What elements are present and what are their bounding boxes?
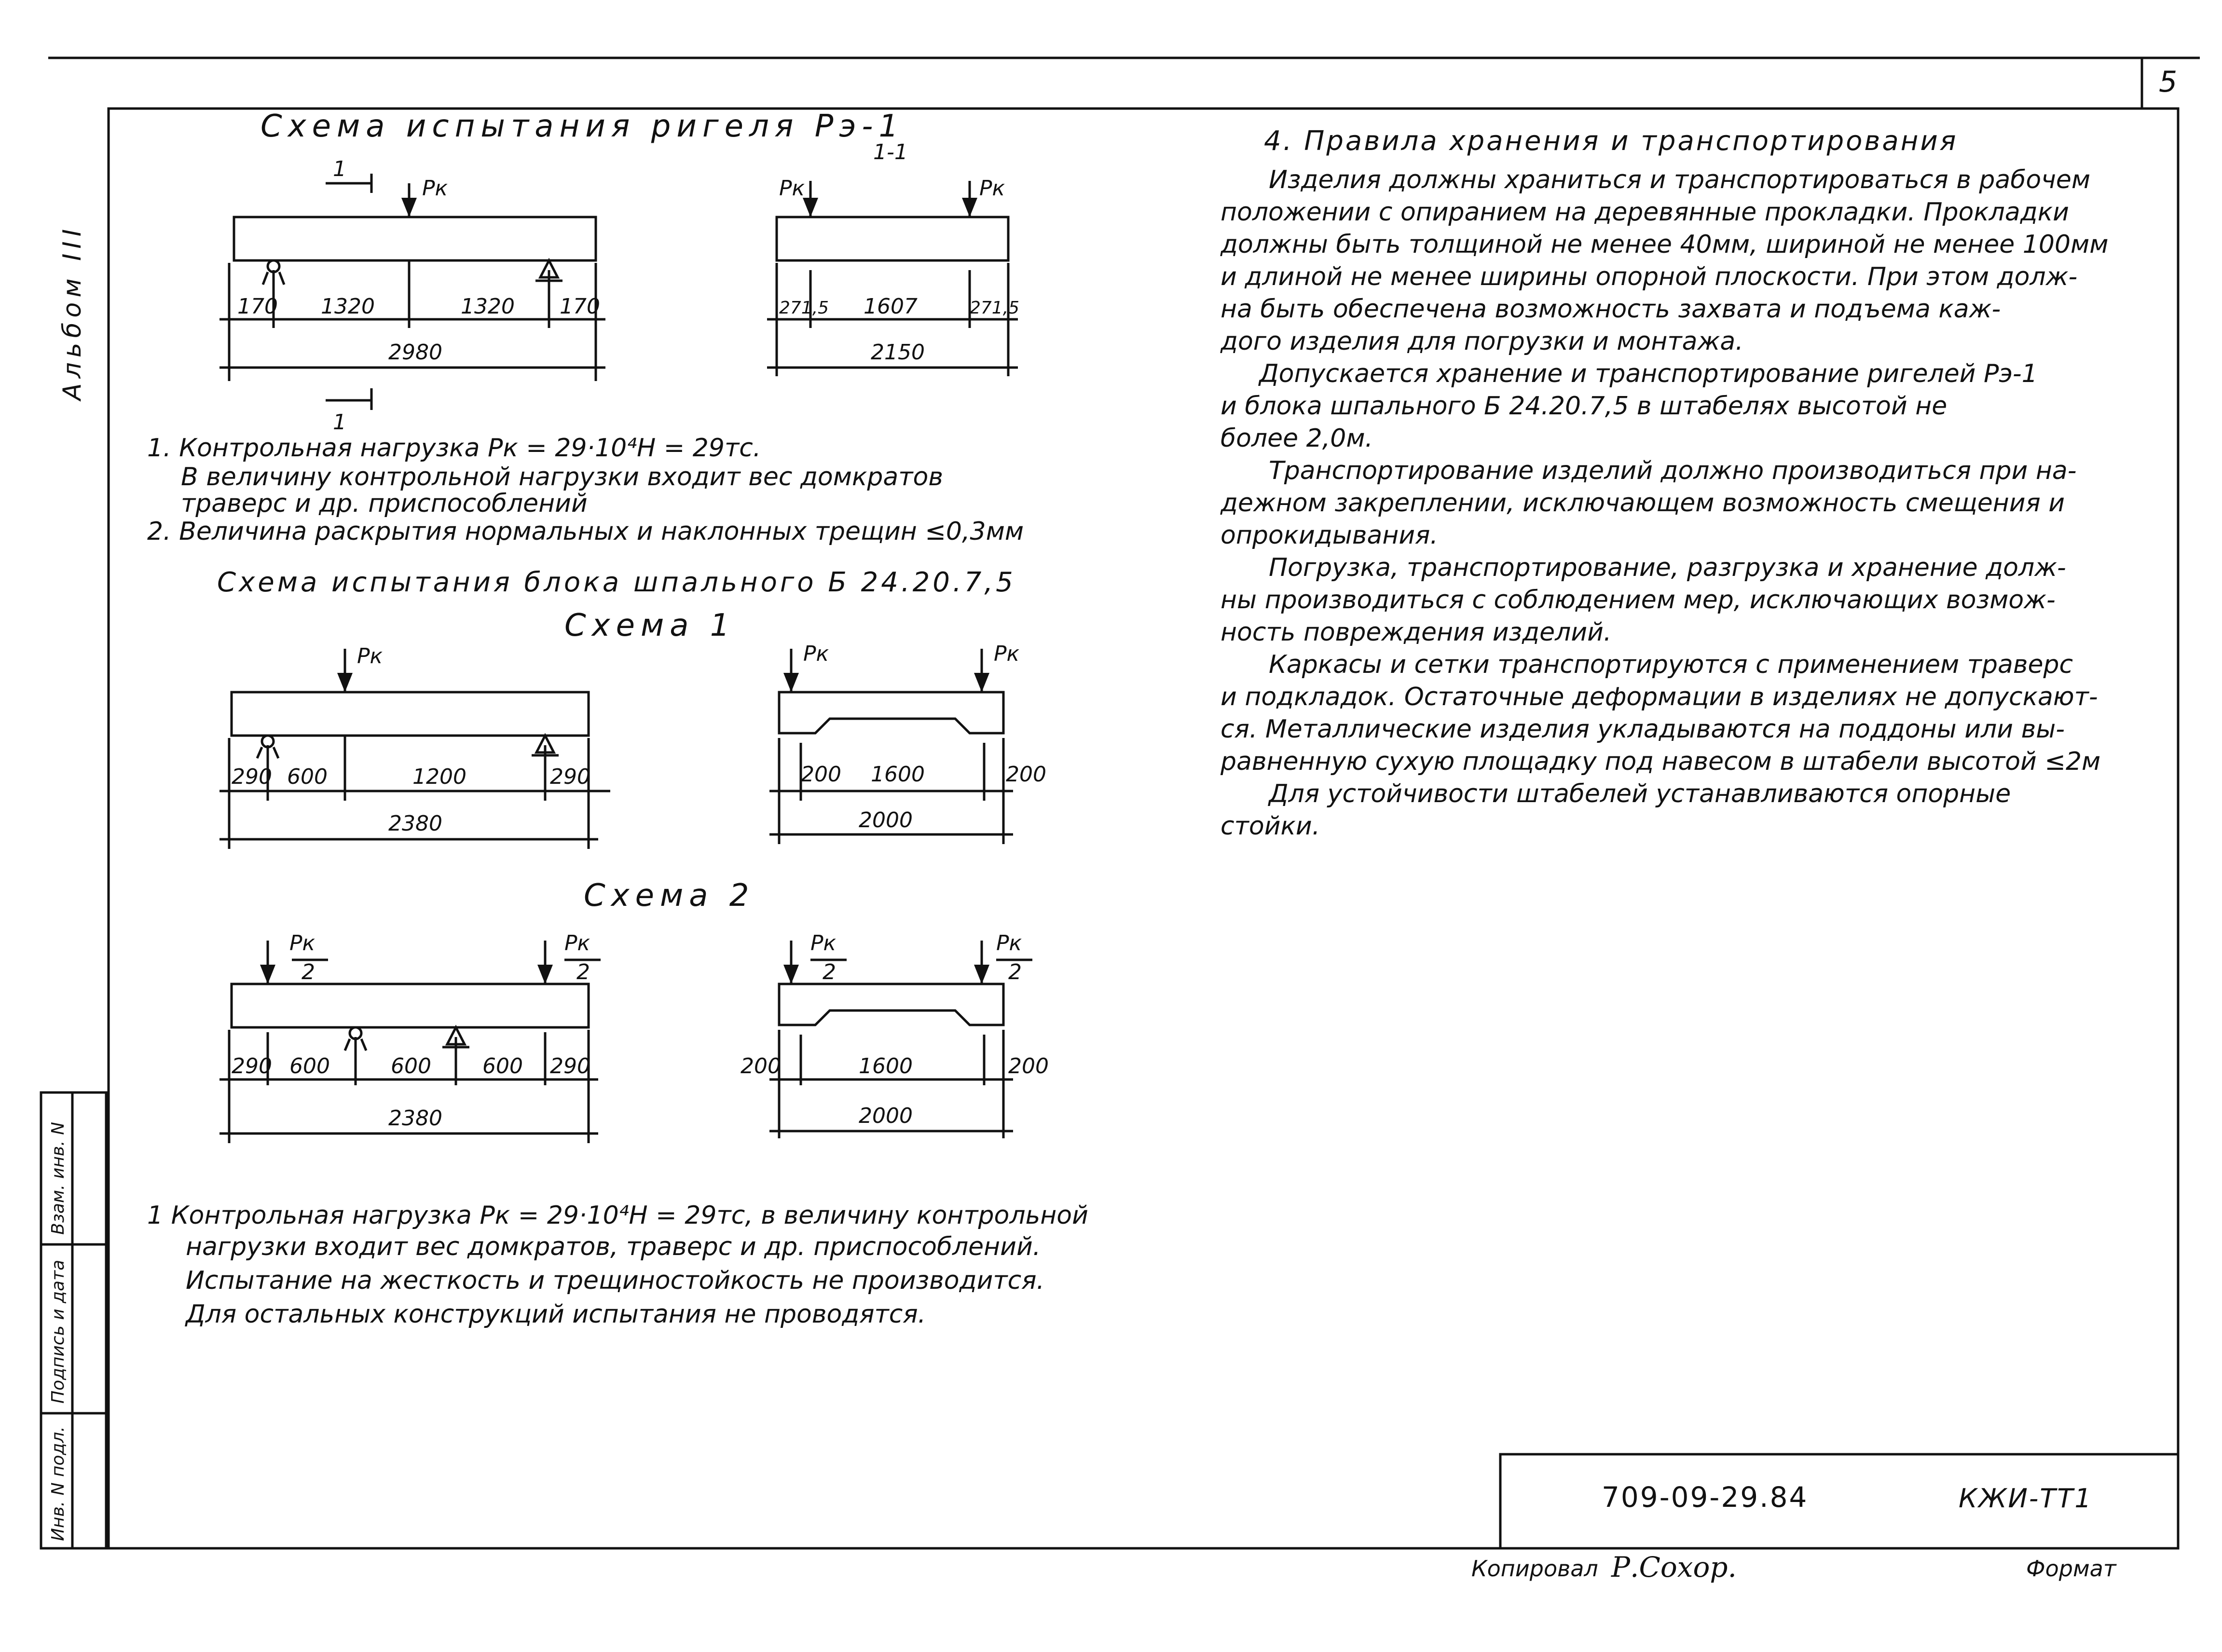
- rules-line: Погрузка, транспортирование, разгрузка и хранение долж-: [1269, 553, 2066, 582]
- load-label: Рк: [979, 176, 1005, 201]
- rules-line: Изделия должны храниться и транспортироваться в рабочем: [1269, 165, 2091, 194]
- load-label: Рк: [357, 644, 383, 669]
- stamp-label: Взам. инв. N: [48, 1122, 68, 1235]
- rules-line: на быть обеспечена возможность захвата и подъема каж-: [1221, 295, 2001, 324]
- rules-line: опрокидывания.: [1221, 521, 1438, 550]
- dim-label: 600: [482, 1054, 523, 1079]
- dim-label: 200: [1006, 762, 1046, 787]
- rules-line: равненную сухую площадку под навесом в штабели высотой ≤2м: [1221, 747, 2101, 776]
- dim-label: 600: [289, 1054, 330, 1079]
- load-label: Рк: [779, 176, 805, 201]
- rules-line: более 2,0м.: [1221, 424, 1373, 453]
- dim-total: 2980: [388, 340, 442, 365]
- dim-label: 600: [287, 765, 328, 789]
- rules-line: ны производиться с соблюдением мер, исключающих возмож-: [1221, 586, 2056, 614]
- rules-line: и подкладок. Остаточные деформации в изделиях не допускают-: [1221, 683, 2098, 711]
- dim-label: 200: [741, 1054, 781, 1079]
- rules-line: ся. Металлические изделия укладываются на поддоны или вы-: [1221, 715, 2065, 744]
- half-load-num: Рк: [289, 931, 315, 956]
- rules-line: Транспортирование изделий должно производиться при на-: [1269, 456, 2077, 485]
- note-line: В величину контрольной нагрузки входит вес домкратов: [181, 463, 943, 492]
- page-number: 5: [2159, 65, 2178, 99]
- dim-label: 290: [232, 1054, 272, 1079]
- dim-total: 2000: [859, 808, 913, 833]
- section-title: 1-1: [873, 140, 908, 164]
- half-load-den: 2: [823, 960, 836, 984]
- dim-label: 1200: [412, 765, 466, 789]
- bottom-note-line: Испытание на жесткость и трещиностойкость не производится.: [186, 1266, 1045, 1295]
- dim-label: 200: [801, 762, 841, 787]
- section-mark: 1: [333, 410, 346, 435]
- rules-heading: 4. Правила хранения и транспортирования: [1264, 125, 1958, 157]
- scheme2-sub1: Схема 1: [564, 608, 736, 643]
- doc-number: 709-09-29.84: [1602, 1481, 1809, 1514]
- note-line: 2. Величина раскрытия нормальных и наклонных трещин ≤0,3мм: [147, 517, 1024, 546]
- stamp-label: Инв. N подл.: [48, 1426, 68, 1541]
- dim-label: 170: [560, 294, 600, 319]
- dim-label: 1600: [859, 1054, 913, 1079]
- rules-line: Каркасы и сетки транспортируются с применением траверс: [1269, 650, 2073, 679]
- dim-label: 271,5: [779, 298, 829, 318]
- half-load-num: Рк: [810, 931, 837, 956]
- rules-line: должны быть толщиной не менее 40мм, шириной не менее 100мм: [1221, 230, 2109, 259]
- half-load-num: Рк: [564, 931, 590, 956]
- rules-line: и блока шпального Б 24.20.7,5 в штабелях высотой не: [1221, 392, 1948, 421]
- rules-line: стойки.: [1221, 812, 1320, 841]
- dim-label: 290: [550, 1054, 590, 1079]
- dim-total: 2150: [871, 340, 925, 365]
- rules-line: Для устойчивости штабелей устанавливаются опорные: [1269, 779, 2011, 808]
- rules-line: положении с опиранием на деревянные прокладки. Прокладки: [1221, 198, 2069, 227]
- scheme1-title: Схема испытания ригеля Рэ-1: [261, 109, 905, 144]
- rules-line: Допускается хранение и транспортирование ригелей Рэ-1: [1259, 359, 2038, 388]
- format-label: Формат: [2026, 1556, 2116, 1582]
- load-label: Рк: [803, 642, 829, 666]
- dim-label: 600: [391, 1054, 431, 1079]
- copier-signature: Р.Сохор.: [1611, 1551, 1737, 1584]
- rules-line: ность повреждения изделий.: [1221, 618, 1612, 647]
- beam-elevation-1: [219, 174, 605, 410]
- bottom-note-line: Для остальных конструкций испытания не проводятся.: [186, 1300, 926, 1329]
- dim-total: 2000: [859, 1104, 913, 1128]
- rules-line: дежном закреплении, исключающем возможность смещения и: [1221, 489, 2065, 518]
- load-label: Рк: [994, 642, 1020, 666]
- rules-line: дого изделия для погрузки и монтажа.: [1221, 327, 1743, 356]
- half-load-den: 2: [576, 960, 590, 984]
- copied-label: Копировал: [1471, 1556, 1598, 1582]
- bottom-note-line: нагрузки входит вес домкратов, траверс и др. приспособлений.: [186, 1232, 1041, 1261]
- dim-total: 2380: [388, 811, 442, 836]
- dim-label: 1607: [864, 294, 918, 319]
- half-load-num: Рк: [996, 931, 1022, 956]
- half-load-den: 2: [1008, 960, 1022, 984]
- scheme2-title: Схема испытания блока шпального Б 24.20.7,5: [217, 567, 1016, 598]
- bottom-note-line: 1 Контрольная нагрузка Рк = 29·10⁴Н = 29тс, в величину контрольной: [147, 1201, 1088, 1230]
- sheet-code: КЖИ-ТТ1: [1959, 1483, 2093, 1514]
- note-line: 1. Контрольная нагрузка Рк = 29·10⁴Н = 29тс.: [147, 434, 761, 463]
- album-label: Альбом III: [58, 224, 87, 400]
- dim-label: 200: [1008, 1054, 1049, 1079]
- note-line: траверс и др. приспособлений: [181, 489, 588, 518]
- load-label: Рк: [422, 176, 448, 201]
- scheme2-sub2: Схема 2: [584, 878, 755, 914]
- dim-label: 170: [237, 294, 278, 319]
- stamp-label: Подпись и дата: [48, 1259, 68, 1404]
- dim-label: 1320: [461, 294, 515, 319]
- rules-line: и длиной не менее ширины опорной плоскости. При этом долж-: [1221, 262, 2078, 291]
- dim-label: 1600: [871, 762, 925, 787]
- section-mark: 1: [333, 157, 346, 181]
- dim-label: 290: [550, 765, 590, 789]
- dim-label: 271,5: [970, 298, 1020, 318]
- dim-label: 1320: [321, 294, 375, 319]
- dim-total: 2380: [388, 1106, 442, 1131]
- dim-label: 290: [232, 765, 272, 789]
- half-load-den: 2: [302, 960, 315, 984]
